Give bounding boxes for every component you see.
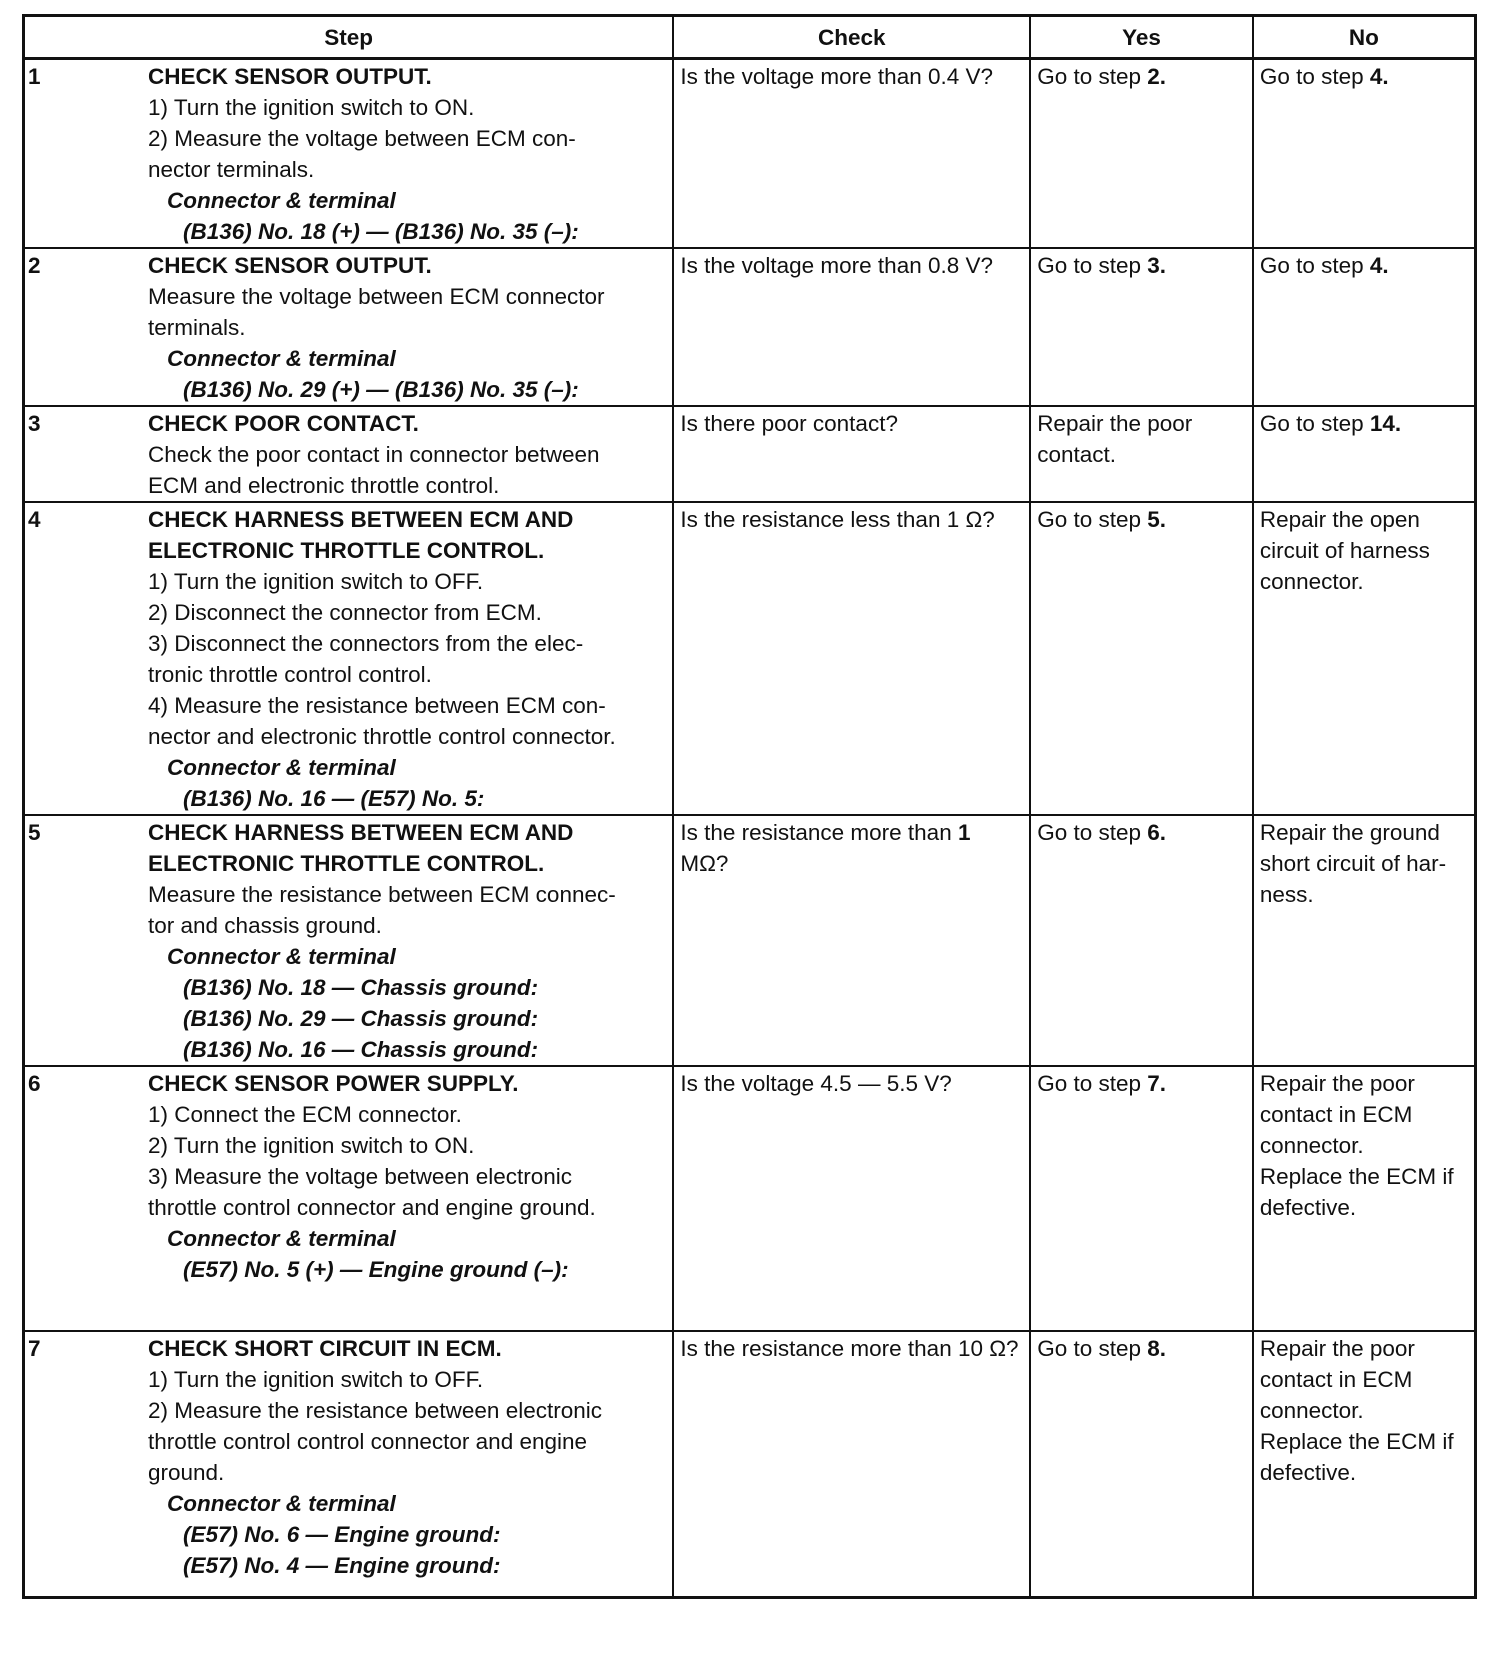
no-text: Repair the open circuit of harness connector.: [1259, 507, 1430, 594]
connector-title: Connector & terminal: [167, 755, 396, 780]
no-cell: [1253, 1331, 1476, 1597]
check-cell: [673, 406, 1030, 502]
table-row: [24, 406, 1476, 502]
yes-text: Go to step: [1037, 1071, 1148, 1096]
connector-terminal: (B136) No. 18 — Chassis ground:: [183, 975, 539, 1000]
step-number: 6: [28, 1071, 41, 1096]
step-number: 1: [28, 64, 41, 89]
step-instruction: 4) Measure the resistance between ECM con-: [148, 693, 606, 718]
no-text: Go to step: [1259, 411, 1370, 436]
check-cell: [673, 502, 1030, 815]
yes-step-number: 3.: [1147, 253, 1167, 278]
yes-text: Go to step: [1037, 507, 1148, 532]
step-cell: [24, 815, 674, 1066]
yes-cell: [1030, 59, 1253, 249]
step-instruction: 2) Disconnect the connector from ECM.: [148, 600, 542, 625]
check-text: Is the voltage more than 0.8 V?: [680, 253, 994, 278]
step-instruction: 2) Turn the ignition switch to ON.: [148, 1133, 475, 1158]
yes-text: Go to step: [1037, 64, 1148, 89]
step-instruction: Measure the resistance between ECM connec-: [148, 882, 616, 907]
step-title: CHECK HARNESS BETWEEN ECM AND ELECTRONIC THROTTLE CONTROL.: [148, 507, 574, 563]
step-inner: [28, 504, 666, 814]
step-inner: [28, 1333, 666, 1581]
connector-terminal: (B136) No. 29 — Chassis ground:: [183, 1006, 539, 1031]
no-text: Go to step: [1259, 253, 1370, 278]
check-text: Is the voltage more than 0.4 V?: [680, 64, 994, 89]
step-body: [148, 250, 666, 405]
table-row: [24, 815, 1476, 1066]
header-row: [24, 16, 1476, 59]
step-inner: [28, 61, 666, 247]
step-title: CHECK SENSOR OUTPUT.: [148, 253, 432, 278]
connector-title: Connector & terminal: [167, 1491, 396, 1516]
step-instruction: 3) Measure the voltage between electronic: [148, 1164, 572, 1189]
step-instruction: 1) Turn the ignition switch to OFF.: [148, 1367, 484, 1392]
step-body: [148, 1068, 666, 1285]
step-title: CHECK SHORT CIRCUIT IN ECM.: [148, 1336, 502, 1361]
yes-text: Repair the poor contact.: [1037, 411, 1193, 467]
table-row: [24, 502, 1476, 815]
header-step: Step: [24, 16, 674, 59]
yes-cell: [1030, 248, 1253, 406]
step-number: 2: [28, 253, 41, 278]
step-instruction: 2) Measure the voltage between ECM con-: [148, 126, 576, 151]
step-instruction: nector terminals.: [148, 157, 315, 182]
step-instruction: Measure the voltage between ECM connector: [148, 284, 605, 309]
no-text: Repair the ground short circuit of har-ness.: [1259, 820, 1447, 907]
step-inner: [28, 1068, 666, 1285]
connector-terminal: (B136) No. 18 (+) — (B136) No. 35 (–):: [183, 219, 579, 244]
step-body: [148, 1333, 666, 1581]
yes-cell: [1030, 502, 1253, 815]
table-row: [24, 1066, 1476, 1331]
yes-step-number: 2.: [1147, 64, 1167, 89]
step-instruction: 3) Disconnect the connectors from the elec-: [148, 631, 584, 656]
yes-step-number: 8.: [1147, 1336, 1167, 1361]
check-value: 1: [957, 820, 971, 845]
check-cell: [673, 248, 1030, 406]
check-cell: [673, 1331, 1030, 1597]
yes-cell: [1030, 1066, 1253, 1331]
step-body: [148, 817, 666, 1065]
no-step-number: 14.: [1369, 411, 1402, 436]
yes-step-number: 5.: [1147, 507, 1167, 532]
no-text: Go to step: [1259, 64, 1370, 89]
step-cell: [24, 502, 674, 815]
step-instruction: 1) Connect the ECM connector.: [148, 1102, 462, 1127]
no-text-extra: Replace the ECM if defective.: [1259, 1164, 1454, 1220]
no-cell: [1253, 406, 1476, 502]
step-body: [148, 504, 666, 814]
header-check: Check: [673, 16, 1030, 59]
step-cell: [24, 1066, 674, 1331]
step-cell: [24, 59, 674, 249]
no-step-number: 4.: [1369, 64, 1389, 89]
no-text-extra: Replace the ECM if defective.: [1259, 1429, 1454, 1485]
step-title: CHECK SENSOR POWER SUPPLY.: [148, 1071, 519, 1096]
step-instruction: Check the poor contact in connector between: [148, 442, 600, 467]
step-instruction: nector and electronic throttle control connector.: [148, 724, 616, 749]
step-cell: [24, 1331, 674, 1597]
check-text: Is the resistance more than 10 Ω?: [680, 1336, 1019, 1361]
step-instruction: tronic throttle control control.: [148, 662, 432, 687]
yes-text: Go to step: [1037, 253, 1148, 278]
step-number: 5: [28, 820, 41, 845]
step-instruction: terminals.: [148, 315, 246, 340]
header-yes: Yes: [1030, 16, 1253, 59]
step-body: [148, 408, 666, 501]
step-body: [148, 61, 666, 247]
yes-text: Go to step: [1037, 1336, 1148, 1361]
step-title: CHECK HARNESS BETWEEN ECM AND ELECTRONIC THROTTLE CONTROL.: [148, 820, 574, 876]
connector-terminal: (E57) No. 5 (+) — Engine ground (–):: [183, 1257, 569, 1282]
check-cell: [673, 815, 1030, 1066]
step-instruction: 1) Turn the ignition switch to ON.: [148, 95, 475, 120]
connector-terminal: (B136) No. 16 — Chassis ground:: [183, 1037, 539, 1062]
step-inner: [28, 250, 666, 405]
no-cell: [1253, 815, 1476, 1066]
step-title: CHECK POOR CONTACT.: [148, 411, 419, 436]
connector-title: Connector & terminal: [167, 944, 396, 969]
connector-title: Connector & terminal: [167, 346, 396, 371]
no-text: Repair the poor contact in ECM connector.: [1259, 1336, 1415, 1423]
connector-terminal: (B136) No. 16 — (E57) No. 5:: [183, 786, 485, 811]
yes-cell: [1030, 406, 1253, 502]
check-cell: [673, 1066, 1030, 1331]
step-number: 7: [28, 1336, 41, 1361]
step-instruction: 1) Turn the ignition switch to OFF.: [148, 569, 484, 594]
check-text: Is the resistance more than: [680, 820, 958, 845]
check-unit: MΩ?: [680, 851, 729, 876]
no-text: Repair the poor contact in ECM connector.: [1259, 1071, 1415, 1158]
step-instruction: ground.: [148, 1460, 225, 1485]
step-instruction: throttle control connector and engine ground.: [148, 1195, 596, 1220]
yes-step-number: 6.: [1147, 820, 1167, 845]
header-no: No: [1253, 16, 1476, 59]
no-step-number: 4.: [1369, 253, 1389, 278]
step-cell: [24, 406, 674, 502]
step-title: CHECK SENSOR OUTPUT.: [148, 64, 432, 89]
check-text: Is the voltage 4.5 — 5.5 V?: [680, 1071, 952, 1096]
step-instruction: ECM and electronic throttle control.: [148, 473, 500, 498]
check-cell: [673, 59, 1030, 249]
step-number: 3: [28, 411, 41, 436]
no-cell: [1253, 502, 1476, 815]
step-instruction: throttle control control connector and engine: [148, 1429, 588, 1454]
table-row: [24, 248, 1476, 406]
step-number: 4: [28, 507, 41, 532]
no-cell: [1253, 59, 1476, 249]
step-cell: [24, 248, 674, 406]
connector-terminal: (E57) No. 4 — Engine ground:: [183, 1553, 501, 1578]
check-text: Is the resistance less than 1 Ω?: [680, 507, 995, 532]
table-row: [24, 1331, 1476, 1597]
step-instruction: 2) Measure the resistance between electronic: [148, 1398, 602, 1423]
no-cell: [1253, 1066, 1476, 1331]
yes-cell: [1030, 815, 1253, 1066]
yes-text: Go to step: [1037, 820, 1148, 845]
step-inner: [28, 817, 666, 1065]
yes-step-number: 7.: [1147, 1071, 1167, 1096]
yes-cell: [1030, 1331, 1253, 1597]
no-cell: [1253, 248, 1476, 406]
step-instruction: tor and chassis ground.: [148, 913, 382, 938]
connector-title: Connector & terminal: [167, 1226, 396, 1251]
check-text: Is there poor contact?: [680, 411, 898, 436]
connector-terminal: (B136) No. 29 (+) — (B136) No. 35 (–):: [183, 377, 579, 402]
connector-terminal: (E57) No. 6 — Engine ground:: [183, 1522, 501, 1547]
diagnostic-table: [22, 14, 1477, 1599]
connector-title: Connector & terminal: [167, 188, 396, 213]
table-row: [24, 59, 1476, 249]
step-inner: [28, 408, 666, 501]
